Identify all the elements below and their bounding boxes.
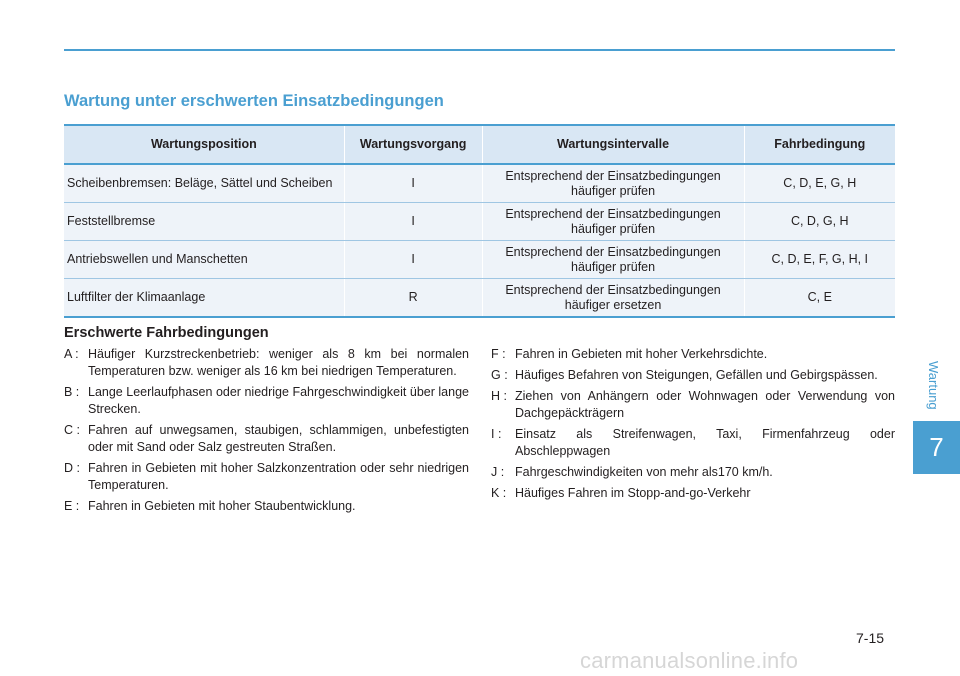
cell-vorgang: R [344, 279, 482, 318]
condition-key: B : [64, 385, 80, 399]
condition-text: Fahren in Gebieten mit hoher Salzkonzentration oder sehr niedrigen Temperaturen. [88, 461, 469, 492]
condition-item [491, 367, 895, 384]
cell-bedingung: C, D, E, G, H [744, 164, 895, 203]
cell-position: Antriebswellen und Manschetten [64, 241, 344, 279]
condition-item [64, 384, 469, 418]
condition-item [491, 464, 895, 481]
cell-interval [482, 164, 744, 203]
condition-text: Fahrgeschwindigkeiten von mehr als170 km/h. [515, 465, 773, 479]
condition-item [491, 426, 895, 460]
header-fahrbedingung: Fahrbedingung [744, 125, 895, 164]
condition-key: G : [491, 368, 508, 382]
table-row [64, 203, 895, 241]
condition-key: D : [64, 461, 80, 475]
cell-bedingung: C, D, E, F, G, H, I [744, 241, 895, 279]
condition-key: F : [491, 347, 506, 361]
condition-text: Häufiges Fahren im Stopp-and-go-Verkehr [515, 486, 751, 500]
cell-bedingung: C, D, G, H [744, 203, 895, 241]
header-wartungsposition: Wartungsposition [64, 125, 344, 164]
condition-key: A : [64, 347, 79, 361]
interval-line-1: Entsprechend der Einsatzbedingungen [505, 168, 721, 183]
condition-text: Einsatz als Streifenwagen, Taxi, Firmenfahrzeug oder Abschleppwagen [515, 427, 895, 458]
interval-line-2: häufiger prüfen [571, 259, 656, 274]
chapter-number-tab: 7 [913, 421, 960, 474]
maintenance-table [64, 124, 895, 318]
condition-item [64, 460, 469, 494]
page-number: 7-15 [856, 630, 885, 646]
header-wartungsvorgang: Wartungsvorgang [344, 125, 482, 164]
condition-text: Fahren in Gebieten mit hoher Verkehrsdichte. [515, 347, 768, 361]
cell-interval [482, 279, 744, 318]
condition-item [64, 422, 469, 456]
interval-line-2: häufiger prüfen [571, 221, 656, 236]
condition-item [491, 346, 895, 363]
interval-line-1: Entsprechend der Einsatzbedingungen [505, 206, 721, 221]
table-header-row [64, 125, 895, 164]
cell-interval [482, 241, 744, 279]
table-row [64, 241, 895, 279]
condition-item [64, 346, 469, 380]
condition-key: E : [64, 499, 80, 513]
interval-line-1: Entsprechend der Einsatzbedingungen [505, 282, 721, 297]
top-rule [64, 49, 895, 51]
condition-text: Lange Leerlaufphasen oder niedrige Fahrgeschwindigkeit über lange Strecken. [88, 385, 469, 416]
interval-line-2: häufiger prüfen [571, 183, 656, 198]
condition-text: Fahren auf unwegsamen, staubigen, schlammigen, unbefestigten oder mit Sand oder Salz gestreuten Straßen. [88, 423, 469, 454]
header-wartungsintervalle: Wartungsintervalle [482, 125, 744, 164]
condition-key: K : [491, 486, 507, 500]
watermark: carmanualsonline.info [580, 648, 799, 673]
condition-key: J : [491, 465, 505, 479]
condition-item [491, 485, 895, 502]
condition-item [64, 498, 469, 515]
section-title: Wartung unter erschwerten Einsatzbedingungen [64, 92, 444, 110]
table-row [64, 279, 895, 318]
condition-text: Ziehen von Anhängern oder Wohnwagen oder Verwendung von Dachgepäckträgern [515, 389, 895, 420]
cell-interval [482, 203, 744, 241]
chapter-side-label: Wartung [926, 360, 941, 410]
condition-text: Häufiges Befahren von Steigungen, Gefällen und Gebirgspässen. [515, 368, 878, 382]
cell-vorgang: I [344, 164, 482, 203]
condition-key: H : [491, 389, 507, 403]
cell-position: Luftfilter der Klimaanlage [64, 279, 344, 318]
cell-position: Scheibenbremsen: Beläge, Sättel und Scheiben [64, 164, 344, 203]
condition-text: Fahren in Gebieten mit hoher Staubentwicklung. [88, 499, 356, 513]
condition-key: I : [491, 427, 502, 441]
cell-vorgang: I [344, 241, 482, 279]
interval-line-1: Entsprechend der Einsatzbedingungen [505, 244, 721, 259]
cell-bedingung: C, E [744, 279, 895, 318]
cell-position: Feststellbremse [64, 203, 344, 241]
conditions-title: Erschwerte Fahrbedingungen [64, 325, 269, 341]
condition-key: C : [64, 423, 80, 437]
cell-vorgang: I [344, 203, 482, 241]
conditions-left-column [64, 346, 469, 519]
condition-item [491, 388, 895, 422]
table-row [64, 164, 895, 203]
conditions-right-column [491, 346, 895, 506]
condition-text: Häufiger Kurzstreckenbetrieb: weniger als 8 km bei normalen Temperaturen bzw. weniger als 16 km bei niedrigen Temperaturen. [88, 347, 469, 378]
interval-line-2: häufiger ersetzen [564, 297, 662, 312]
